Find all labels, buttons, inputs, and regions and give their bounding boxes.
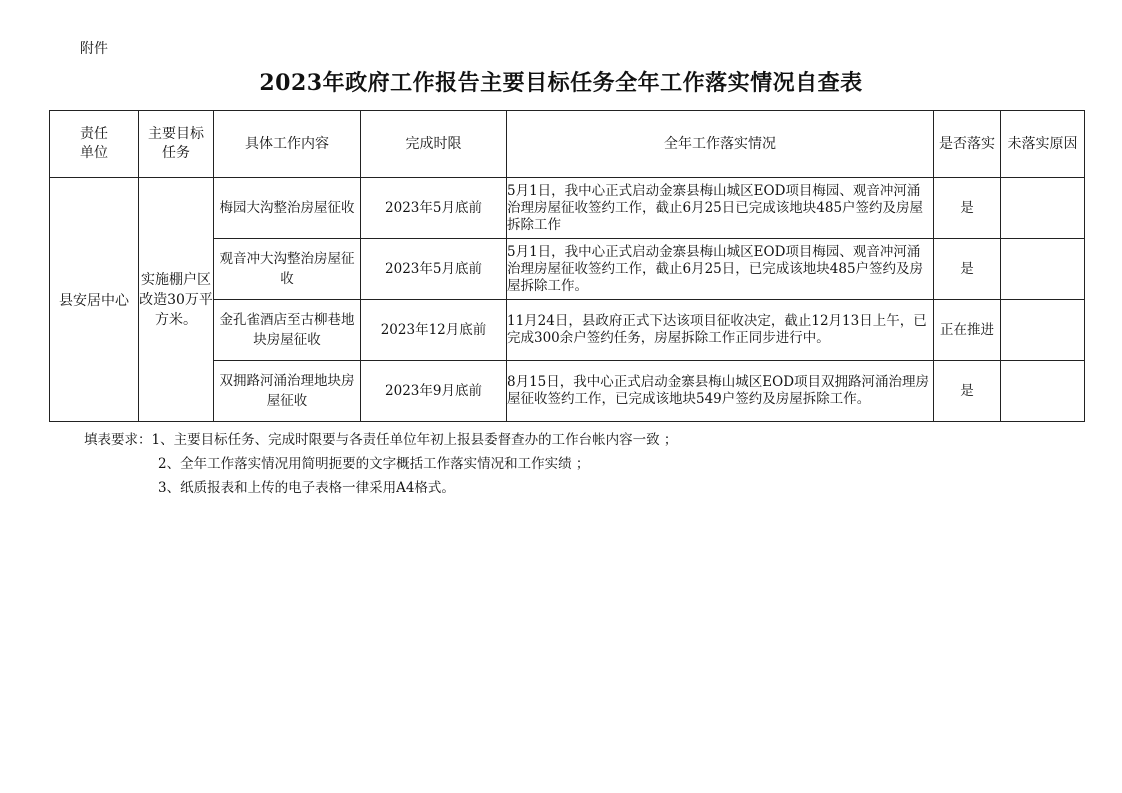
- fill-instructions: [84, 428, 677, 500]
- work-content: 双拥路河涌治理地块房屋征收: [214, 361, 361, 422]
- note-line: 填表要求：1、主要目标任务、完成时限要与各责任单位年初上报县委督查办的工作台帐内容一致 ；: [84, 432, 678, 448]
- reason-cell: [1001, 300, 1085, 361]
- done-flag: 是: [934, 178, 1001, 239]
- attachment-label: 附件: [80, 41, 108, 57]
- header-task: 主要目标 任务: [139, 111, 214, 178]
- header-status: 全年工作落实情况: [507, 111, 934, 178]
- work-content: 观音冲大沟整治房屋征收: [214, 239, 361, 300]
- done-flag: 是: [934, 239, 1001, 300]
- reason-cell: [1001, 239, 1085, 300]
- status-text: 8月15日，我中心正式启动金寨县梅山城区EOD项目双拥路河涌治理房屋征收签约工作，已完成该地块549户签约及房屋拆除工作。: [507, 361, 934, 422]
- header-deadline: 完成时限: [361, 111, 507, 178]
- document-title: 2023年政府工作报告主要目标任务全年工作落实情况自查表: [259, 70, 863, 96]
- work-content: 金孔雀酒店至古柳巷地块房屋征收: [214, 300, 361, 361]
- done-flag: 正在推进: [934, 300, 1001, 361]
- header-unit: 责任 单位: [50, 111, 139, 178]
- work-content: 梅园大沟整治房屋征收: [214, 178, 361, 239]
- responsible-unit: 县安居中心: [50, 178, 139, 422]
- deadline: 2023年12月底前: [361, 300, 507, 361]
- status-text: 11月24日，县政府正式下达该项目征收决定，截止12月13日上午，已完成300余户签约任务，房屋拆除工作正同步进行中。: [507, 300, 934, 361]
- reason-cell: [1001, 361, 1085, 422]
- reason-cell: [1001, 178, 1085, 239]
- main-task: 实施棚户区改造30万平方米。: [139, 178, 214, 422]
- status-text: 5月1日，我中心正式启动金寨县梅山城区EOD项目梅园、观音冲河涌治理房屋征收签约工作，截止6月25日，已完成该地块485户签约及房屋拆除工作。: [507, 239, 934, 300]
- header-row: [50, 111, 1085, 178]
- note-line: 3、纸质报表和上传的电子表格一律采用A4格式。: [158, 480, 455, 496]
- header-done: 是否落实: [934, 111, 1001, 178]
- self-check-table: [49, 110, 1085, 422]
- header-reason: 未落实原因: [1001, 111, 1085, 178]
- header-content: 具体工作内容: [214, 111, 361, 178]
- done-flag: 是: [934, 361, 1001, 422]
- deadline: 2023年5月底前: [361, 239, 507, 300]
- deadline: 2023年5月底前: [361, 178, 507, 239]
- deadline: 2023年9月底前: [361, 361, 507, 422]
- note-line: 2、全年工作落实情况用简明扼要的文字概括工作落实情况和工作实绩 ；: [158, 456, 590, 472]
- table-row: [50, 178, 1085, 239]
- status-text: 5月1日，我中心正式启动金寨县梅山城区EOD项目梅园、观音冲河涌治理房屋征收签约工作，截止6月25日已完成该地块485户签约及房屋拆除工作: [507, 178, 934, 239]
